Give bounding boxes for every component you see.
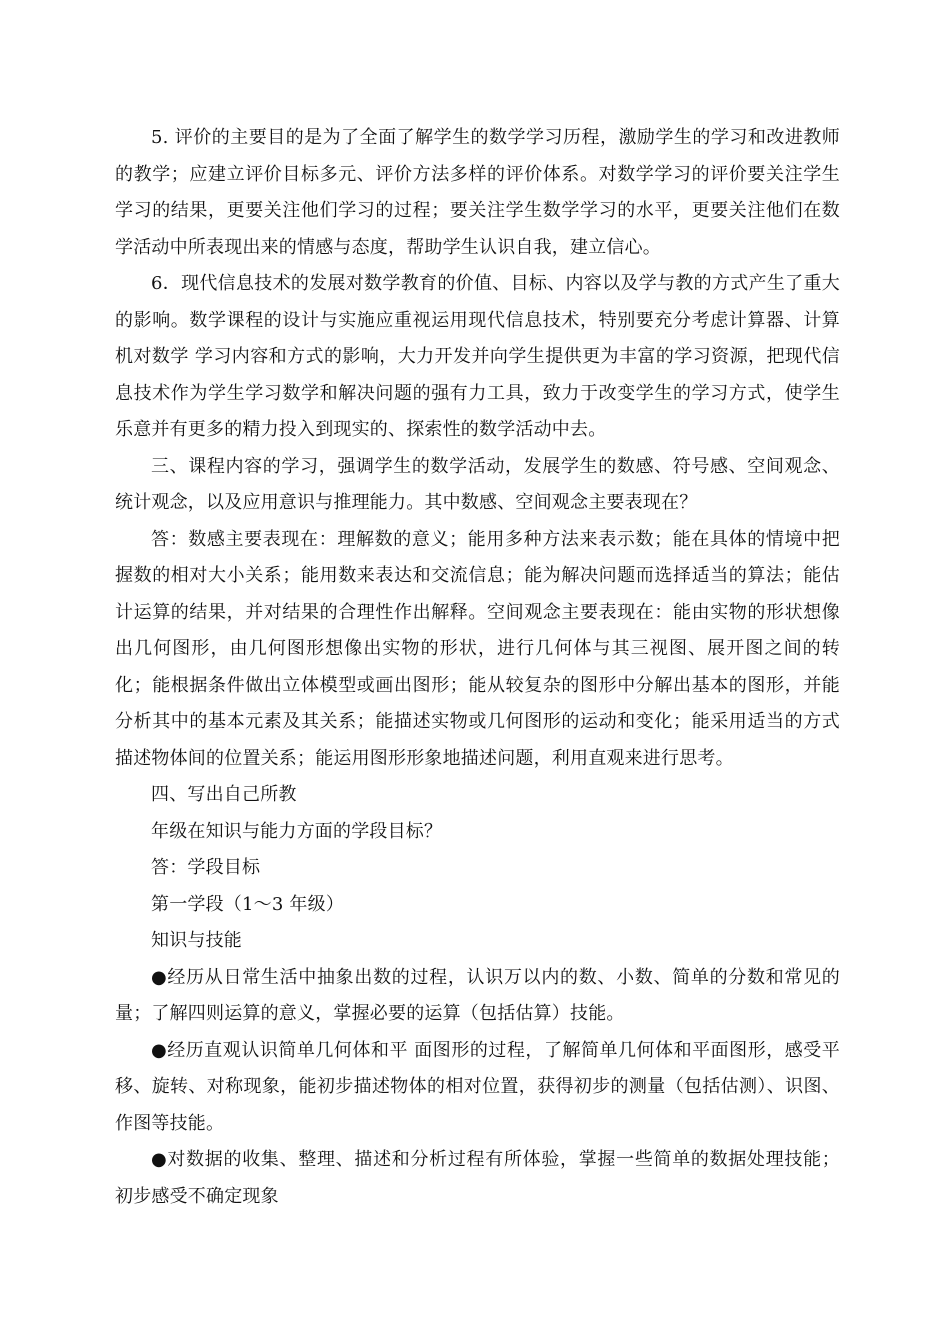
paragraph-information-technology: 6．现代信息技术的发展对数学教育的价值、目标、内容以及学与教的方式产生了重大的影响。数学课程的设计与实施应重视运用现代信息技术，特别要充分考虑计算器、计算机对数学 学习内容和方式的影响，大力开发并向学生提供更为丰富的学习资源，把现代信息技术作为学生学习数学和解决问题的强有力工具，致力于改变学生的学习方式，使学生乐意并有更多的精力投入到现实的、探索性的数学活动中去。 xyxy=(115,273,840,440)
document-body xyxy=(115,120,840,1215)
paragraph-answer-number-sense: 答：数感主要表现在：理解数的意义；能用多种方法来表示数；能在具体的情境中把握数的相对大小关系；能用数来表达和交流信息；能为解决问题而选择适当的算法；能估计运算的结果，并对结果的合理性作出解释。空间观念主要表现在：能由实物的形状想像出几何图形，由几何图形想像出实物的形状，进行几何体与其三视图、展开图之间的转化；能根据条件做出立体模型或画出图形；能从较复杂的图形中分解出基本的图形，并能分析其中的基本元素及其关系；能描述实物或几何图形的运动和变化；能采用适当的方式描述物体间的位置关系；能运用图形形象地描述问题，利用直观来进行思考。 xyxy=(115,528,840,769)
paragraph-answer-goal: 答：学段目标 xyxy=(151,857,261,878)
paragraph-number-bullet: ●经历从日常生活中抽象出数的过程，认识万以内的数、小数、简单的分数和常见的量；了解四则运算的意义，掌握必要的运算（包括估算）技能。 xyxy=(115,966,840,1024)
paragraph-course-content: 三、课程内容的学习，强调学生的数学活动，发展学生的数感、符号感、空间观念、统计观念，以及应用意识与推理能力。其中数感、空间观念主要表现在？ xyxy=(115,455,840,513)
paragraph-grade-goal-question: 年级在知识与能力方面的学段目标？ xyxy=(151,820,443,842)
paragraph-section-four: 四、写出自己所教 xyxy=(151,784,297,805)
paragraph-evaluation: 5. 评价的主要目的是为了全面了解学生的数学学习历程，激励学生的学习和改进教师的教学；应建立评价目标多元、评价方法多样的评价体系。对数学学习的评价要关注学生学习的结果，更要关注他们学习的过程；要关注学生数学学习的水平，更要关注他们在数学活动中所表现出来的情感与态度，帮助学生认识自我，建立信心。 xyxy=(115,127,840,258)
paragraph-knowledge-skills: 知识与技能 xyxy=(151,930,242,951)
paragraph-geometry-bullet: ●经历直观认识简单几何体和平 面图形的过程，了解简单几何体和平面图形，感受平移、旋转、对称现象，能初步描述物体的相对位置，获得初步的测量（包括估测）、识图、作图等技能。 xyxy=(115,1039,840,1134)
paragraph-data-bullet: ●对数据的收集、整理、描述和分析过程有所体验，掌握一些简单的数据处理技能；初步感受不确定现象 xyxy=(115,1149,840,1207)
paragraph-first-stage: 第一学段（1～3 年级） xyxy=(151,893,345,915)
